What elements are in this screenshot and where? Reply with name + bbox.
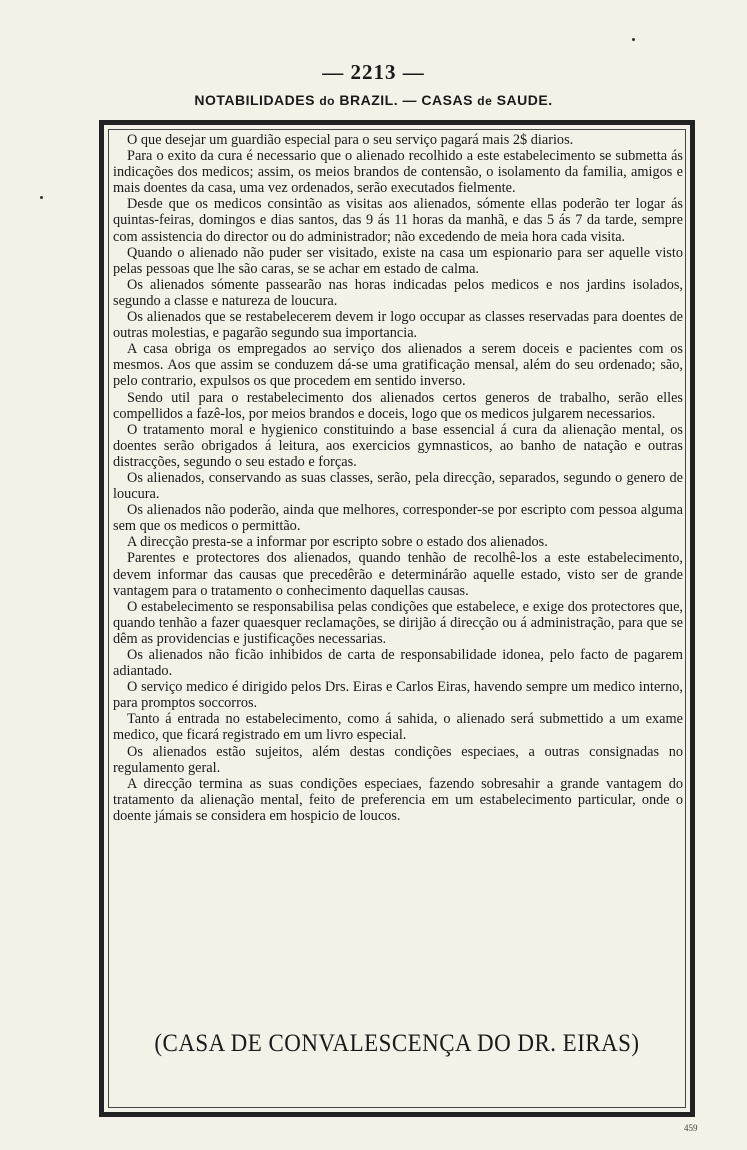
page-code: 459 [684,1123,698,1133]
ink-speck [40,196,43,199]
regulations-text [113,132,683,824]
header-title-right: SAUDE. [496,92,553,108]
paragraph-information: A direcção presta-se a informar por escripto sobre o estado dos alienados. [127,534,548,551]
paragraph-walks: Os alienados sómente passearão nas horas indicadas pelos medicos e nos jardins isolados, segundo a classe e natureza de loucura. [113,276,683,309]
paragraph-correspondence: Os alienados não poderão, ainda que melhores, corresponder-se por escripto com pessoa alguma sem que os medicos o permittão. [113,502,683,535]
ink-speck [632,38,635,41]
paragraph-recovered: Os alienados que se restabelecerem devem ir logo occupar as classes reservadas para doentes de outras molestias, e pagarão segundo sua importancia. [113,309,683,342]
paragraph-regulation: Os alienados estão sujeitos, além destas condições especiaes, a outras consignadas no regulamento geral. [113,743,683,776]
paragraph-classes: Os alienados, conservando as suas classes, serão, pela direcção, separados, segundo o genero de loucura. [113,469,683,503]
house-name-title: (CASA DE CONVALESCENÇA DO DR. EIRAS) [154,1030,640,1057]
page-number: — 2213 — [322,60,425,84]
paragraph-visits: Desde que os medicos consintão as visitas aos alienados, sómente ellas poderão ter logar ás quintas-feiras, domingos e dias santos, das 9 ás 11 horas da manhã, e das 5 ás 7 da tarde, sempre com assistencia do director ou do administrador; não excedendo de meia hora cada visita. [113,196,683,245]
paragraph-cure-conditions: Para o exito da cura é necessario que o alienado recolhido a este estabelecimento se submetta ás indicações dos medicos; assim, os meios brandos de contensão, o isolamento da familia, amigos e mais doentes da casa, uma vez ordenados, serão executados fielmente. [113,148,683,197]
paragraph-exam: Tanto á entrada no estabelecimento, como á sahida, o alienado será submettido a um exame medico, que ficará registrado em um livro especial. [113,711,683,744]
header-title-left: NOTABILIDADES [194,92,315,108]
paragraph-closing: A direcção termina as suas condições especiaes, fazendo sobresahir a grande vantagem do tratamento da alienação mental, feito de preferencia em um estabelecimento particular, onde o doente jámais se considera em hospicio de loucos. [113,775,683,824]
paragraph-espionario: Quando o alienado não puder ser visitado, existe na casa um espionario para ser aquelle visto pelas pessoas que lhe são caras, se se achar em estado de calma. [113,244,683,277]
paragraph-staff: A casa obriga os empregados ao serviço dos alienados a serem doceis e pacientes com os mesmos. Aos que assim se conduzem dá-se uma gratificação mensal, além do seu ordenado; são, pelo contrario, expulsos os que procedem em sentido inverso. [113,341,683,390]
paragraph-guardian-fee: O que desejar um guardião especial para o seu serviço pagará mais 2$ diarios. [127,132,574,148]
header-de-2: de [477,94,493,108]
paragraph-medical-service: O serviço medico é dirigido pelos Drs. Eiras e Carlos Eiras, havendo sempre um medico interno, para promptos soccorros. [113,679,683,712]
paragraph-relatives: Parentes e protectores dos alienados, quando tenhão de recolhê-los a este estabelecimento, devem informar das causas que precedêrão e determinárão aquelle estado, visto ser de grande vantagem para o tratamento o conhecimento daquellas causas. [113,550,683,599]
header-title-mid: BRAZIL. — CASAS [339,92,473,108]
paragraph-work: Sendo util para o restabelecimento dos alienados certos generos de trabalho, serão elles compellidos a fazê-los, por meios brandos e doceis, logo que os medicos julgarem necessarios. [113,389,683,422]
paragraph-responsibility: O estabelecimento se responsabilisa pelas condições que estabelece, e exige dos protectores que, quando tenhão a fazer quaesquer reclamações, se dirijão á direcção ou á administração, para que se dêm as providencias e justificações necessarias. [113,598,683,647]
paragraph-moral-treatment: O tratamento moral e hygienico constituindo a base essencial á cura da alienação mental, os doentes serão obrigados á leitura, aos exercicios gymnasticos, ao banho de natação e outras distracções, segundo o seu estado e forças. [113,421,683,470]
running-header [0,92,747,108]
header-de-1: do [319,94,336,108]
paragraph-letter: Os alienados não ficão inhibidos de carta de responsabilidade idonea, pelo facto de pagarem adiantado. [113,647,683,680]
